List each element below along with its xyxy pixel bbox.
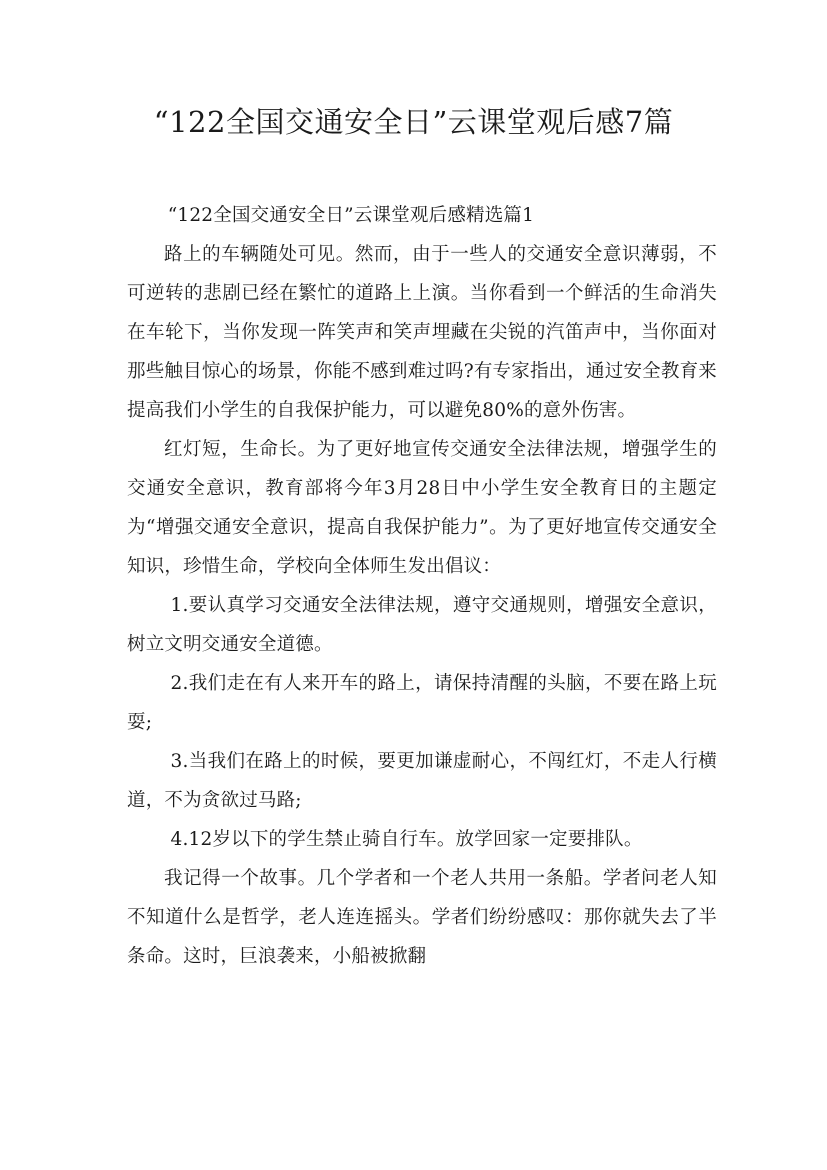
document-body [127,196,717,976]
list-item: 1.要认真学习交通安全法律法规，遵守交通规则，增强安全意识，树立文明交通安全道德。 [127,595,717,655]
paragraph: 路上的车辆随处可见。然而，由于一些人的交通安全意识薄弱，不可逆转的悲剧已经在繁忙的道路上上演。当你看到一个鲜活的生命消失在车轮下，当你发现一阵笑声和笑声埋藏在尖锐的汽笛声中，当你面对那些触目惊心的场景，你能不感到难过吗?有专家指出，通过安全教育来提高我们小学生的自我保护能力，可以避免80%的意外伤害。 [127,244,717,421]
document-title: “122全国交通安全日”云课堂观后感7篇 [153,105,674,139]
paragraph: 我记得一个故事。几个学者和一个老人共用一条船。学者问老人知不知道什么是哲学，老人连连摇头。学者们纷纷感叹：那你就失去了半条命。这时，巨浪袭来，小船被掀翻 [127,868,717,967]
paragraph: 红灯短，生命长。为了更好地宣传交通安全法律法规，增强学生的交通安全意识，教育部将今年3月28日中小学生安全教育日的主题定为“增强交通安全意识，提高自我保护能力”。为了更好地宣传交通安全知识，珍惜生命，学校向全体师生发出倡议： [127,439,717,577]
list-item: 3.当我们在路上的时候，要更加谦虚耐心，不闯红灯，不走人行横道，不为贪欲过马路; [127,751,717,811]
list-item: 4.12岁以下的学生禁止骑自行车。放学回家一定要排队。 [170,829,643,850]
section-heading: “122全国交通安全日”云课堂观后感精选篇1 [167,205,535,226]
list-item: 2.我们走在有人来开车的路上，请保持清醒的头脑，不要在路上玩耍; [127,673,717,733]
